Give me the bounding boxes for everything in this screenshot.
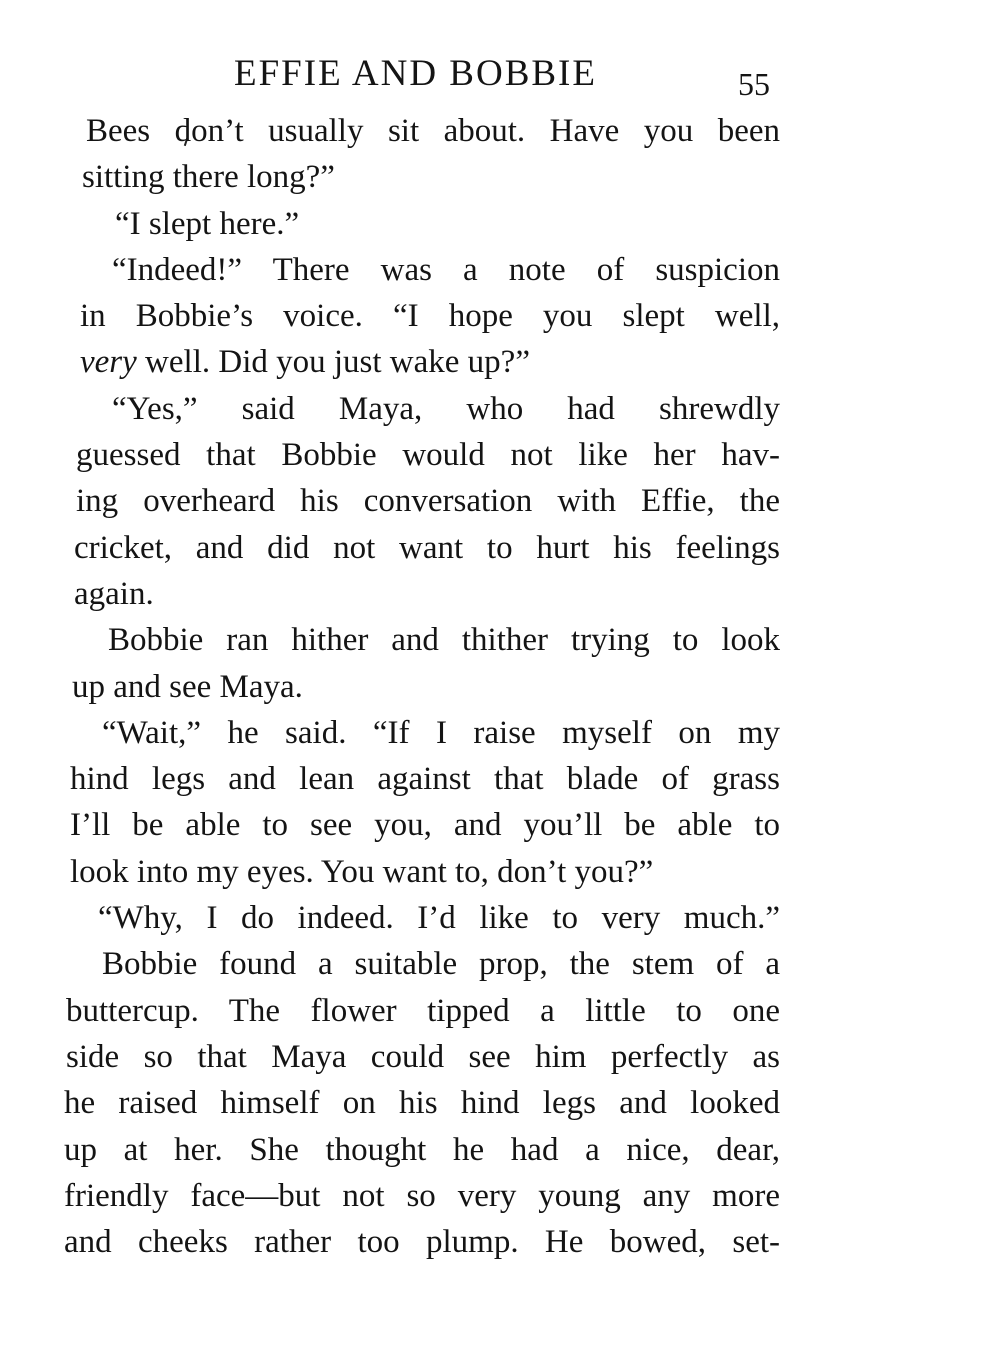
text-line xyxy=(60,247,780,293)
text-line xyxy=(60,1173,780,1219)
text-line xyxy=(60,108,780,154)
line-text: Bobbie found a suitable prop, the stem of a xyxy=(102,946,780,983)
body-text xyxy=(60,108,780,1265)
text-line xyxy=(60,1080,780,1126)
line-text: “Indeed!” There was a note of suspicion xyxy=(112,251,780,288)
line-text: Bobbie ran hither and thither trying to look xyxy=(108,622,780,659)
line-text: again. xyxy=(74,575,154,612)
running-title: EFFIE AND BOBBIE xyxy=(234,53,597,94)
line-text: he raised himself on his hind legs and looked xyxy=(64,1085,780,1122)
line-text: in Bobbie’s voice. “I hope you slept well, xyxy=(80,298,780,335)
emphasized-word: very xyxy=(80,344,137,381)
line-text: ing overheard his conversation with Effie, the xyxy=(76,483,780,520)
line-text: hind legs and lean against that blade of grass xyxy=(70,761,780,798)
text-line xyxy=(60,154,780,200)
line-text: cricket, and did not want to hurt his feelings xyxy=(74,529,780,566)
line-text: friendly face—but not so very young any more xyxy=(64,1177,780,1214)
text-line xyxy=(60,802,780,848)
line-text: “Why, I do indeed. I’d like to very much.” xyxy=(98,900,780,937)
line-text: I’ll be able to see you, and you’ll be able to xyxy=(70,807,780,844)
text-line xyxy=(60,895,780,941)
line-text: and cheeks rather too plump. He bowed, set- xyxy=(64,1224,780,1261)
text-line xyxy=(60,432,780,478)
text-line xyxy=(60,1127,780,1173)
line-text: side so that Maya could see him perfectly as xyxy=(66,1038,780,1075)
line-text: “Wait,” he said. “If I raise myself on my xyxy=(102,714,780,751)
text-line xyxy=(60,525,780,571)
text-line xyxy=(60,339,780,385)
text-line xyxy=(60,478,780,524)
text-line xyxy=(60,664,780,710)
text-line xyxy=(60,571,780,617)
text-line xyxy=(60,941,780,987)
text-line xyxy=(60,293,780,339)
text-line xyxy=(60,1219,780,1265)
line-text: Bees don’t usually sit about. Have you been xyxy=(86,113,780,149)
line-text: look into my eyes. You want to, don’t you?” xyxy=(70,853,654,890)
line-text: up at her. She thought he had a nice, dear, xyxy=(64,1131,780,1168)
text-line xyxy=(60,201,780,247)
text-line xyxy=(60,386,780,432)
page-number: 55 xyxy=(738,66,770,102)
text-line xyxy=(60,710,780,756)
text-line xyxy=(60,988,780,1034)
line-text: “I slept here.” xyxy=(115,205,300,242)
text-line xyxy=(60,1034,780,1080)
text-line xyxy=(60,849,780,895)
line-text: sitting there long?” xyxy=(82,159,335,196)
line-text: “Yes,” said Maya, who had shrewdly xyxy=(112,390,780,427)
running-head xyxy=(0,52,1000,102)
text-line xyxy=(60,756,780,802)
line-text: buttercup. The flower tipped a little to one xyxy=(66,992,780,1029)
line-text: up and see Maya. xyxy=(72,668,303,705)
line-text: guessed that Bobbie would not like her hav- xyxy=(76,437,780,474)
line-text: well. Did you just wake up?” xyxy=(136,344,530,381)
text-line xyxy=(60,617,780,663)
